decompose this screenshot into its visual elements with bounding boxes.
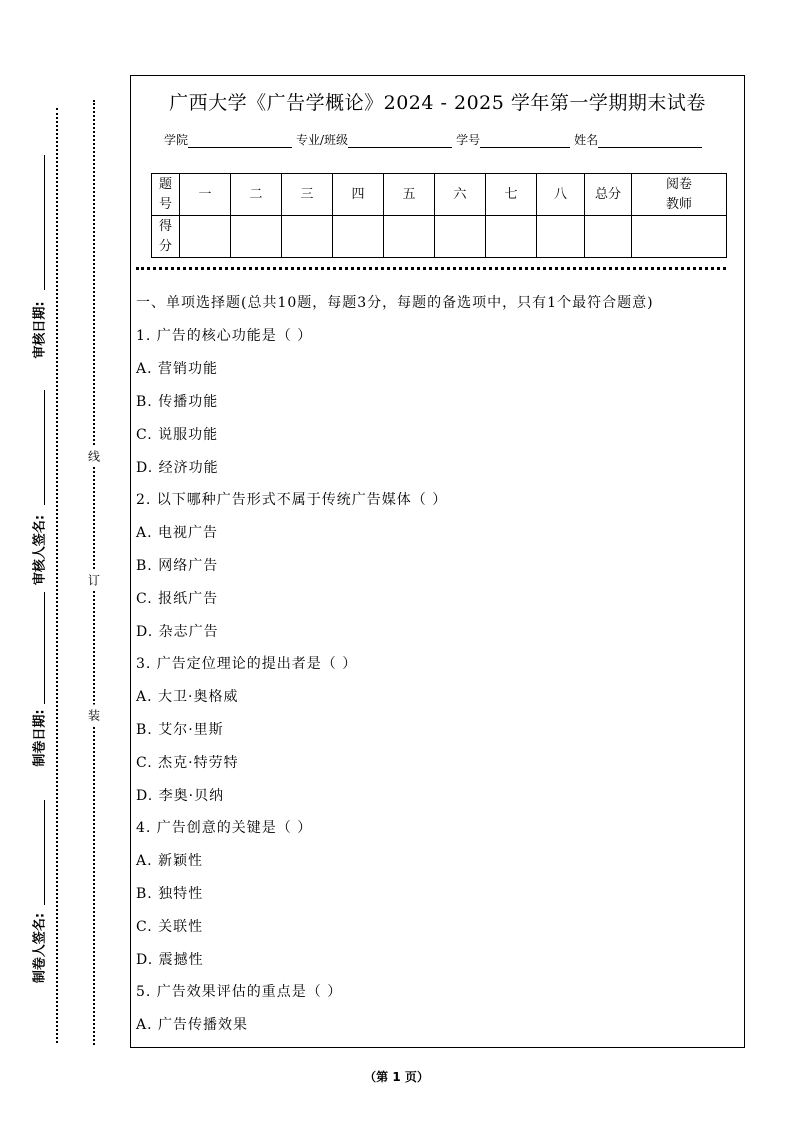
name-field[interactable] [598,133,702,148]
score-cell[interactable] [180,216,231,258]
score-col-header: 三 [282,174,333,216]
grader-header [632,174,727,216]
question-text: 2. 以下哪种广告形式不属于传统广告媒体（ ） [136,492,448,508]
page-number: （第 1 页） [364,1070,429,1084]
question-number-header [152,174,180,216]
section-separator [136,267,726,270]
answer-option: B. 传播功能 [136,394,219,410]
reviewer-signature-label: 审核人签名: [32,514,48,586]
grader-text: 阅卷 [665,176,692,192]
answer-option: A. 营销功能 [136,361,219,377]
answer-option: C. 关联性 [136,919,204,935]
answer-option: C. 杰克·特劳特 [136,755,239,771]
score-table [151,173,727,258]
answer-option: B. 艾尔·里斯 [136,722,224,738]
answer-option: D. 李奥·贝纳 [136,788,225,804]
major-class-label: 专业/班级 [296,133,349,147]
binding-char-order: 订 [88,570,100,591]
question-text: 1. 广告的核心功能是（ ） [136,328,313,344]
question-text: 3. 广告定位理论的提出者是（ ） [136,656,358,672]
question-text: 5. 广告效果评估的重点是（ ） [136,984,343,1000]
college-field[interactable] [188,133,292,148]
header-char: 得 [158,218,172,234]
score-cell[interactable] [384,216,435,258]
total-score-cell[interactable] [585,216,632,258]
header-char: 号 [158,196,172,212]
college-label: 学院 [164,133,189,147]
score-cell[interactable] [333,216,384,258]
review-date-line [44,155,45,290]
score-cell[interactable] [486,216,537,258]
binding-char-bind: 装 [88,705,100,726]
score-cell[interactable] [537,216,585,258]
header-char: 分 [158,238,172,254]
score-col-header: 二 [231,174,282,216]
section-heading: 一、单项选择题(总共10题，每题3分，每题的备选项中，只有1个最符合题意) [136,295,654,311]
margin-dotted-line [56,108,58,1043]
score-col-header: 六 [435,174,486,216]
header-char: 题 [158,176,172,192]
answer-option: A. 大卫·奥格威 [136,689,239,705]
score-col-header: 五 [384,174,435,216]
answer-option: A. 广告传播效果 [136,1017,249,1033]
major-class-field[interactable] [348,133,452,148]
score-col-header: 一 [180,174,231,216]
answer-option: D. 杂志广告 [136,624,219,640]
question-text: 4. 广告创意的关键是（ ） [136,820,313,836]
score-col-header: 四 [333,174,384,216]
answer-option: C. 报纸广告 [136,591,219,607]
answer-option: D. 经济功能 [136,460,219,476]
score-cell[interactable] [435,216,486,258]
score-cell[interactable] [231,216,282,258]
answer-option: C. 说服功能 [136,427,219,443]
make-date-label: 制卷日期: [32,709,48,767]
answer-option: A. 电视广告 [136,525,219,541]
binding-char-line: 线 [88,446,100,467]
score-col-header: 七 [486,174,537,216]
grader-text: 教师 [665,196,692,212]
student-id-field[interactable] [480,133,570,148]
maker-signature-label: 制卷人签名: [32,912,48,984]
score-row-header [152,216,180,258]
student-id-label: 学号 [456,133,481,147]
score-cell[interactable] [282,216,333,258]
total-score-header: 总分 [585,174,632,216]
name-label: 姓名 [574,133,599,147]
answer-option: D. 震撼性 [136,952,204,968]
make-date-line [44,592,45,704]
answer-option: B. 独特性 [136,886,204,902]
answer-option: A. 新颖性 [136,853,204,869]
reviewer-signature-line [44,390,45,505]
exam-title: 广西大学《广告学概论》2024 - 2025 学年第一学期期末试卷 [169,92,706,114]
answer-option: B. 网络广告 [136,558,219,574]
maker-signature-line [44,800,45,905]
grader-cell[interactable] [632,216,727,258]
review-date-label: 审核日期: [32,301,48,359]
student-info-row [164,131,706,148]
score-col-header: 八 [537,174,585,216]
